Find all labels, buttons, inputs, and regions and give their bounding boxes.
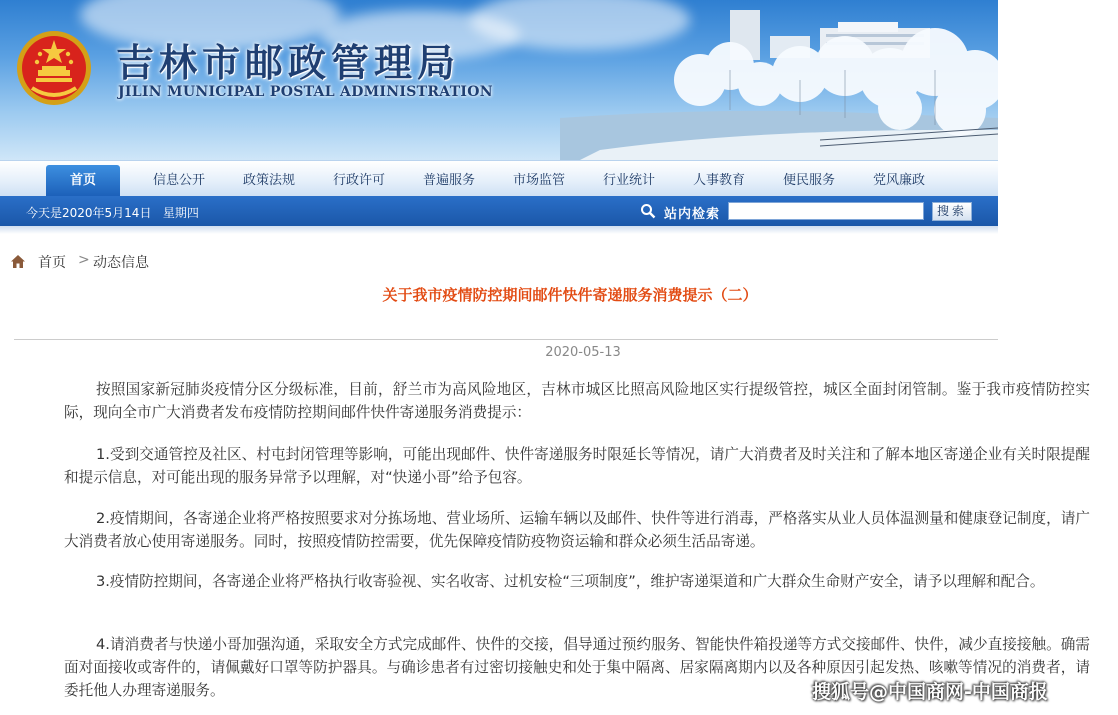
breadcrumb-current[interactable]: 动态信息 <box>93 255 149 271</box>
breadcrumb-home[interactable]: 首页 <box>38 255 66 271</box>
nav-item-party-integrity[interactable]: 党风廉政 <box>872 173 925 188</box>
search-label: 站内检索 <box>664 207 721 222</box>
breadcrumb-separator: > <box>78 252 90 268</box>
nav-item-statistics[interactable]: 行业统计 <box>602 173 655 188</box>
today-date: 今天是2020年5月14日 星期四 <box>26 206 199 220</box>
article-paragraph: 按照国家新冠肺炎疫情分区分级标准，目前，舒兰市为高风险地区，吉林市城区比照高风险地区实行提级管控，城区全面封闭管制。鉴于我市疫情防控实际，现向全市广大消费者发布疫情防控期间邮件快件寄递服务消费提示： <box>64 381 1090 421</box>
nav-item-licensing[interactable]: 行政许可 <box>332 173 385 188</box>
article-paragraph: 2.疫情期间，各寄递企业将严格按照要求对分拣场地、营业场所、运输车辆以及邮件、快件等进行消毒，严格落实从业人员体温测量和健康登记制度，请广大消费者放心使用寄递服务。同时，按照疫情防控需要，优先保障疫情防疫物资运输和群众必须生活品寄递。 <box>64 510 1090 550</box>
nav-item-market-supervision[interactable]: 市场监管 <box>512 173 565 188</box>
article-title: 关于我市疫情防控期间邮件快件寄递服务消费提示（二） <box>382 286 758 304</box>
site-banner <box>0 0 998 160</box>
nav-item-policy[interactable]: 政策法规 <box>242 173 295 188</box>
search-input[interactable] <box>728 202 924 220</box>
home-icon <box>10 254 26 269</box>
nav-item-universal-service[interactable]: 普遍服务 <box>422 173 475 188</box>
site-title: 吉林市邮政管理局 <box>116 40 461 85</box>
source-watermark: 搜狐号@中国商网-中国商报 <box>812 681 1048 703</box>
main-nav <box>0 160 998 196</box>
nav-item-public-service[interactable]: 便民服务 <box>782 173 835 188</box>
article-paragraph: 3.疫情防控期间，各寄递企业将严格执行收寄验视、实名收寄、过机安检“三项制度”，维护寄递渠道和广大群众生命财产安全，请予以理解和配合。 <box>96 573 1045 590</box>
search-icon <box>640 203 656 219</box>
search-button[interactable]: 搜索 <box>932 202 972 221</box>
nav-item-info-disclosure[interactable]: 信息公开 <box>152 173 205 188</box>
nav-item-home[interactable]: 首页 <box>46 165 120 197</box>
nav-item-hr-education[interactable]: 人事教育 <box>692 173 745 188</box>
info-bar <box>0 196 998 226</box>
article-date: 2020-05-13 <box>545 345 621 360</box>
header-shadow <box>0 226 998 234</box>
title-divider <box>14 339 998 340</box>
article-paragraph: 1.受到交通管控及社区、村屯封闭管理等影响，可能出现邮件、快件寄递服务时限延长等情况，请广大消费者及时关注和了解本地区寄递企业有关时限提醒和提示信息，对可能出现的服务异常予以理解，对“快递小哥”给予包容。 <box>64 446 1090 486</box>
national-emblem-icon <box>14 28 94 108</box>
site-subtitle: JILIN MUNICIPAL POSTAL ADMINISTRATION <box>118 84 493 100</box>
article-paragraph: 4.请消费者与快递小哥加强沟通，采取安全方式完成邮件、快件的交接，倡导通过预约服务、智能快件箱投递等方式交接邮件、快件，减少直接接触。确需面对面接收或寄件的，请佩戴好口罩等防护器具。与确诊患者有过密切接触史和处于集中隔离、居家隔离期内以及各种原因引起发热、咳嗽等情况的消费者，请委托他人办理寄递服务。 <box>64 636 1090 699</box>
